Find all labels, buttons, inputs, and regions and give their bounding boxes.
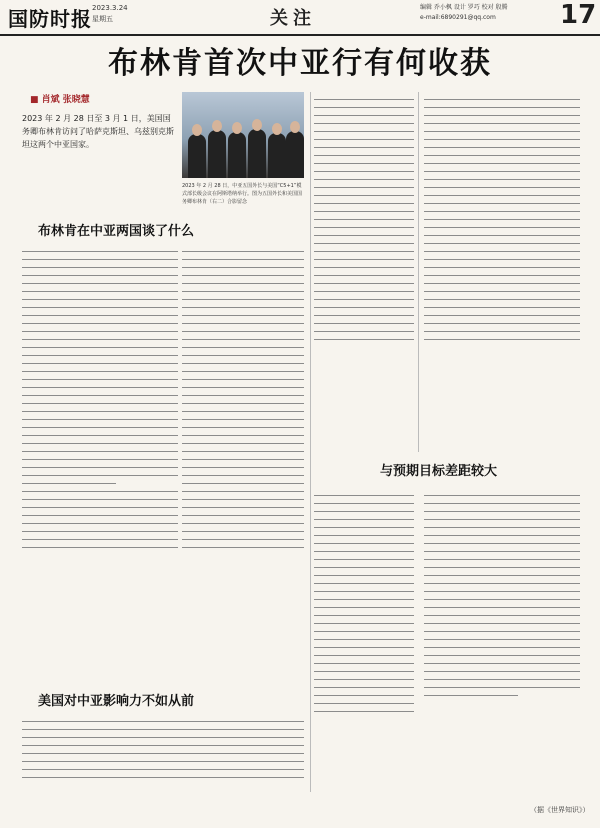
subhead-2: 美国对中亚影响力不如从前 — [38, 694, 195, 709]
byline — [30, 92, 90, 105]
lead-paragraph: 2023 年 2 月 28 日至 3 月 1 日，美国国务卿布林肯访问了哈萨克斯坦、乌兹别克斯坦这两个中亚国家。 — [22, 114, 174, 149]
body-column-7 — [424, 488, 580, 800]
body-column-2 — [182, 244, 304, 684]
newspaper-name: 国防时报 — [8, 7, 92, 31]
section-title: 关注 — [270, 8, 316, 29]
issue-date: 2023.3.24 — [92, 4, 128, 12]
body-column-4 — [314, 92, 414, 452]
subhead-3: 与预期目标差距较大 — [380, 464, 498, 479]
byline-marker-icon: ■ — [30, 95, 39, 105]
body-column-6 — [314, 488, 414, 808]
byline-authors: 肖斌 张晓慧 — [41, 95, 90, 105]
body-column-1 — [22, 244, 178, 684]
page-number: 17 — [560, 0, 597, 30]
article-source: （据《世界知识》） — [530, 806, 590, 814]
staff-credits: 编辑 乔小枫 设计 罗巧 校对 殷腾 — [420, 4, 508, 11]
issue-weekday: 星期五 — [92, 15, 113, 23]
masthead — [0, 0, 600, 36]
article-headline: 布林肯首次中亚行有何收获 — [108, 46, 492, 81]
photo-caption: 2023 年 2 月 28 日，中亚五国外长与美国“C5+1”模式部长级会议在阿斯塔纳举行。图为五国外长和美国国务卿布林肯（右二）合影留念 — [182, 183, 303, 205]
body-column-5 — [424, 92, 580, 452]
contact-email: e-mail:6890291@qq.com — [420, 14, 496, 21]
body-column-3 — [22, 714, 304, 814]
subhead-1: 布林肯在中亚两国谈了什么 — [38, 224, 195, 239]
article-photo — [182, 92, 304, 178]
